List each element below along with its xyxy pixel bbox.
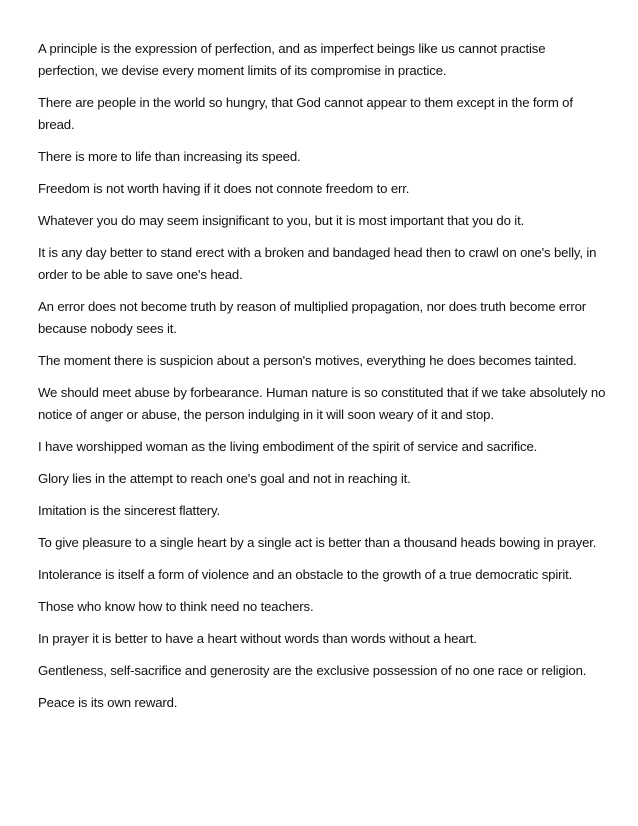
quote-paragraph: Gentleness, self-sacrifice and generosity are the exclusive possession of no one race or religion. [38, 663, 587, 678]
quote-paragraph: Glory lies in the attempt to reach one's goal and not in reaching it. [38, 471, 411, 486]
quote-paragraph: An error does not become truth by reason of multiplied propagation, nor does truth become error because nobody sees it. [38, 299, 586, 336]
quote-paragraph: To give pleasure to a single heart by a single act is better than a thousand heads bowing in prayer. [38, 535, 597, 550]
quote-paragraph: It is any day better to stand erect with a broken and bandaged head then to crawl on one's belly, in order to be able to save one's head. [38, 245, 597, 282]
quote-paragraph: Those who know how to think need no teachers. [38, 599, 314, 614]
quote-paragraph: I have worshipped woman as the living embodiment of the spirit of service and sacrifice. [38, 439, 538, 454]
quote-paragraph: Peace is its own reward. [38, 695, 178, 710]
quote-paragraph: Freedom is not worth having if it does not connote freedom to err. [38, 181, 410, 196]
quote-paragraph: There are people in the world so hungry, that God cannot appear to them except in the form of bread. [38, 95, 573, 132]
quote-paragraph: There is more to life than increasing its speed. [38, 149, 301, 164]
quote-paragraph: Intolerance is itself a form of violence and an obstacle to the growth of a true democratic spirit. [38, 567, 573, 582]
quote-paragraph: Imitation is the sincerest flattery. [38, 503, 220, 518]
quote-paragraph: A principle is the expression of perfection, and as imperfect beings like us cannot practise perfection, we devise every moment limits of its compromise in practice. [38, 41, 546, 78]
quote-paragraph: We should meet abuse by forbearance. Human nature is so constituted that if we take absolutely no notice of anger or abuse, the person indulging in it will soon weary of it and stop. [38, 385, 606, 422]
quote-paragraph: The moment there is suspicion about a person's motives, everything he does becomes tainted. [38, 353, 577, 368]
quote-paragraph: In prayer it is better to have a heart without words than words without a heart. [38, 631, 477, 646]
quote-paragraph: Whatever you do may seem insignificant to you, but it is most important that you do it. [38, 213, 525, 228]
